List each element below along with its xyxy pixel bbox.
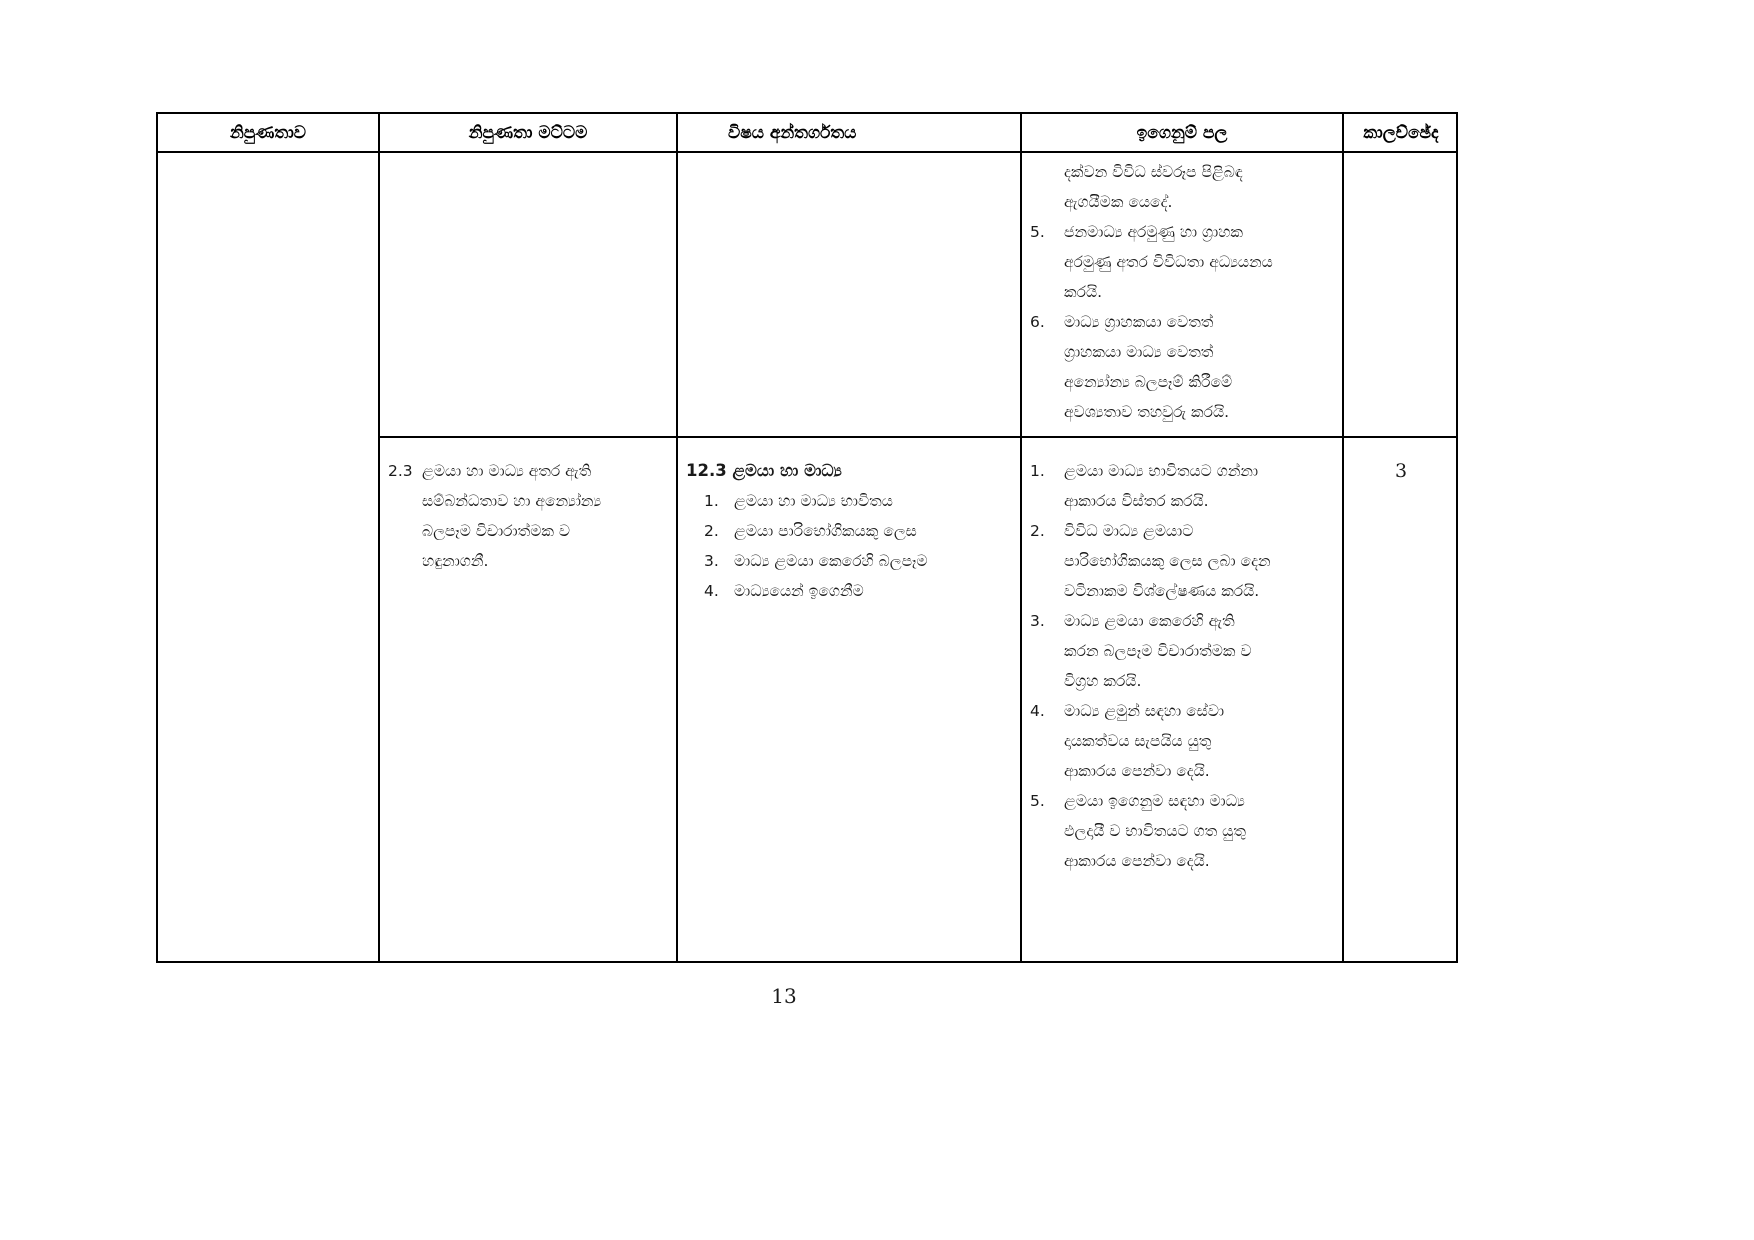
level-line: ළමයා හා මාධ්‍ය අතර ඇති	[422, 462, 592, 480]
header-periods: කාලච්ඡේද	[1363, 122, 1439, 143]
content-text: මාධ්‍ය ළමයා කෙරෙහි බලපෑම	[734, 552, 928, 570]
outcome-number: 3.	[1030, 612, 1045, 630]
outcome-item	[1030, 786, 1338, 876]
outcome-line: පාරිභෝගිකයකු ලෙස ලබා දෙන	[1064, 552, 1271, 570]
outcome-line: අරමුණු අතර විවිධතා අධ්‍යයනය	[1064, 253, 1273, 271]
content-text: ළමයා පාරිභෝගිකයකු ලෙස	[734, 522, 917, 540]
content-number: 2.	[704, 522, 719, 540]
outcome-line: අන්‍යෝන්‍ය බලපෑම් කිරීමේ	[1064, 373, 1233, 391]
outcome-line: ජනමාධ්‍ය අරමුණු හා ග්‍රාහක	[1064, 223, 1244, 241]
content-item	[686, 576, 1016, 606]
row2-subject-content	[686, 456, 1016, 606]
outcome-item	[1030, 456, 1338, 516]
outcome-number: 5.	[1030, 223, 1045, 241]
outcome-line: ළමයා ඉගෙනුම සඳහා මාධ්‍ය	[1064, 792, 1245, 810]
content-number: 4.	[704, 582, 719, 600]
level-line: සම්බන්ධතාව හා අන්‍යෝන්‍ය	[422, 492, 602, 510]
header-divider	[158, 151, 1456, 153]
outcome-line: ළමයා මාධ්‍ය භාවිතයට ගන්නා	[1064, 462, 1259, 480]
level-line: බලපෑම විචාරාත්මක ව	[422, 522, 571, 540]
level-item	[388, 456, 670, 576]
level-line: හඳුනාගනී.	[422, 552, 489, 570]
column-divider	[1020, 114, 1022, 961]
outcome-number: 2.	[1030, 522, 1045, 540]
outcome-item	[1030, 217, 1338, 307]
header-competency-level: නිපුණතා මට්ටම	[468, 122, 588, 143]
outcome-line: ග්‍රාහකයා මාධ්‍ය වෙතත්	[1064, 343, 1214, 361]
outcome-number: 4.	[1030, 702, 1045, 720]
outcome-line: අවශ්‍යතාව තහවුරු කරයි.	[1064, 403, 1230, 421]
outcome-line: වටිනාකම විශ්ලේෂණය කරයි.	[1064, 582, 1260, 600]
level-number: 2.3	[388, 462, 413, 480]
outcome-line: ආකාරය පෙන්වා දෙයි.	[1064, 852, 1210, 870]
page-number: 13	[771, 984, 797, 1008]
outcome-line: විග්‍රහ කරයි.	[1064, 672, 1142, 690]
outcome-number: 6.	[1030, 313, 1045, 331]
outcome-number: 1.	[1030, 462, 1045, 480]
outcome-item	[1030, 516, 1338, 606]
outcome-continuation	[1030, 157, 1338, 217]
row2-periods: 3	[1394, 460, 1408, 482]
content-item	[686, 486, 1016, 516]
header-subject-content: විෂය අන්තර්ගතය	[728, 122, 857, 143]
content-item	[686, 516, 1016, 546]
header-competency: නිපුණතාව	[229, 122, 307, 143]
outcome-item	[1030, 307, 1338, 427]
outcome-line: කරයි.	[1064, 283, 1103, 301]
content-text: ළමයා හා මාධ්‍ය භාවිතය	[734, 492, 893, 510]
column-divider	[676, 114, 678, 961]
content-number: 1.	[704, 492, 719, 510]
content-number: 3.	[704, 552, 719, 570]
outcome-line: ආකාරය විස්තර කරයි.	[1064, 492, 1209, 510]
content-item	[686, 546, 1016, 576]
content-text: මාධ්‍යයෙන් ඉගෙනීම	[734, 582, 864, 600]
outcome-line: ඇගයීමක යෙදේ.	[1064, 193, 1173, 211]
row-divider	[378, 436, 1456, 438]
outcome-line: විවිධ මාධ්‍ය ළමයාට	[1064, 522, 1194, 540]
row1-outcomes	[1030, 157, 1338, 427]
curriculum-table	[156, 112, 1458, 963]
outcome-line: දක්වන විවිධ ස්වරූප පිළිබඳ	[1064, 163, 1243, 181]
content-title: 12.3 ළමයා හා මාධ්‍ය	[686, 461, 842, 480]
column-divider	[378, 114, 380, 961]
header-learning-outcomes: ඉගෙනුම් පල	[1136, 122, 1228, 143]
column-divider	[1342, 114, 1344, 961]
outcome-line: ආකාරය පෙන්වා දෙයි.	[1064, 762, 1210, 780]
outcome-line: ඵලදායී ව භාවිතයට ගත යුතු	[1064, 822, 1246, 840]
outcome-line: කරන බලපෑම විචාරාත්මක ව	[1064, 642, 1252, 660]
row2-outcomes	[1030, 456, 1338, 876]
outcome-line: දායකත්වය සැපයිය යුතු	[1064, 732, 1212, 750]
outcome-line: මාධ්‍ය ළමයා කෙරෙහි ඇති	[1064, 612, 1235, 630]
outcome-item	[1030, 606, 1338, 696]
outcome-line: මාධ්‍ය ළමුන් සඳහා සේවා	[1064, 702, 1225, 720]
outcome-item	[1030, 696, 1338, 786]
row2-competency-level	[388, 456, 670, 576]
outcome-number: 5.	[1030, 792, 1045, 810]
outcome-line: මාධ්‍ය ග්‍රාහකයා වෙතත්	[1064, 313, 1214, 331]
